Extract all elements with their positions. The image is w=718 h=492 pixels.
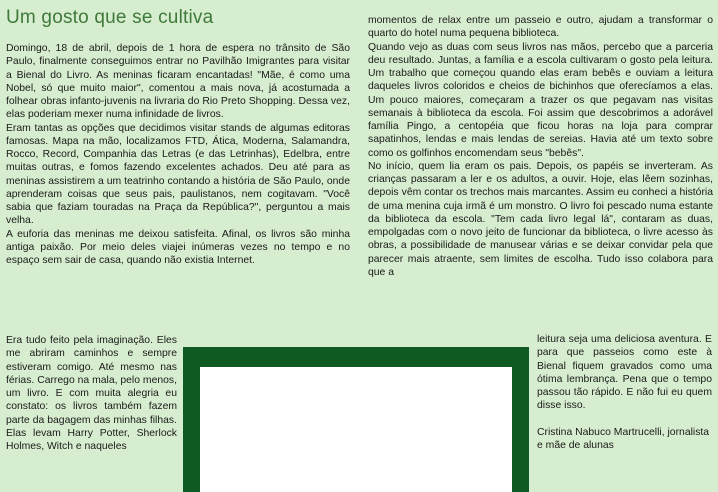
paragraph: No início, quem lia eram os pais. Depois, os papéis se inverteram. As crianças passaram a ler e os adultos, a ouvir. Hoje, elas lêem sozinhas, depois vêm contar os trechos mais marcantes. Assim eu conheci a história de uma menina cuja irmã é um monstro. O livro foi pescado numa estante da biblioteca da escola. "Tem cada livro legal lá", contaram as duas, empolgadas com o novo jeito de funcionar da biblioteca, o livre acesso às obras, a possibilidade de manusear várias e se deixar convidar pela que parecer mais atraente, sem limites de escolha. Tudo isso colabora para que a [368,160,713,278]
paragraph: Domingo, 18 de abril, depois de 1 hora de espera no trânsito de São Paulo, finalmente conseguimos entrar no Pavilhão Imigrantes para visitar a Bienal do Livro. As meninas ficaram encantadas! "Mãe, é como uma Nobel, só que muito maior", comentou a mais nova, já acostumada a folhear obras infanto-juvenis na livraria do Rio Preto Shopping. Dessa vez, elas poderiam mexer numa infinidade de livros. [6,43,350,121]
article-title: Um gosto que se cultiva [6,7,214,28]
article-column-right-narrow [537,333,712,452]
paragraph: Era tudo feito pela imaginação. Eles me abriram caminhos e sempre estiveram comigo. Até mesmo nas férias. Carrego na mala, pelo menos, um livro. E com muita alegria eu constato: os livros também fazem parte da bagagem das minhas filhas. Elas levam Harry Potter, Sherlock Holmes, Witch e naqueles [6,335,177,452]
photo-frame [183,347,529,492]
paragraph: A euforia das meninas me deixou satisfeita. Afinal, os livros são minha antiga paixão. Por meio deles viajei inúmeras vezes no tempo e no espaço sem sair de casa, quando não existia Internet. [6,228,350,266]
paragraph: Quando vejo as duas com seus livros nas mãos, percebo que a parceria deu resultado. Juntas, a família e a escola cultivaram o gosto pela leitura. Um trabalho que começou quando elas eram bebês e ouviam a leitura daqueles livros coloridos e cheios de bichinhos que oferecíamos a elas. Um pouco maiores, começaram a trazer os que pegavam nas visitas semanais à biblioteca da escola. Foi assim que descobrimos a adorável família Pingo, a centopéia que ficou horas na loja para comprar sapatinhos, lendas e mais lendas de sereias. Havia até um texto sobre como os golfinhos encomendam seus "bebês". [368,41,713,159]
photo-placeholder [200,367,512,492]
article-column-left-narrow [6,334,177,453]
paragraph: momentos de relax entre um passeio e outro, ajudam a transformar o quarto do hotel numa pequena biblioteca. [368,15,713,40]
paragraph: leitura seja uma deliciosa aventura. E para que passeios como este à Bienal fiquem gravados como uma ótima lembrança. Pena que o tempo passou tão rápido. E não fui eu quem disse isso. [537,334,712,412]
paragraph: Eram tantas as opções que decidimos visitar stands de algumas editoras famosas. Mapa na mão, localizamos FTD, Ática, Moderna, Salamandra, Rocco, Record, Companhia das Letras (e das Letrinhas), Edelbra, entre muitas outras, e fomos fazendo excelentes achados. Deu até para as meninas assistirem a um teatrinho contando a história de São Paulo, onde aprenderam coisas que seus pais, paulistanos, nem cogitavam. "Você sabia que faziam touradas na Praça da República?", perguntou a mais velha. [6,122,350,227]
article-column-left [6,42,350,267]
author-signature: Cristina Nabuco Martrucelli, jornalista e mãe de alunas [537,426,710,451]
article-column-right [368,14,713,279]
